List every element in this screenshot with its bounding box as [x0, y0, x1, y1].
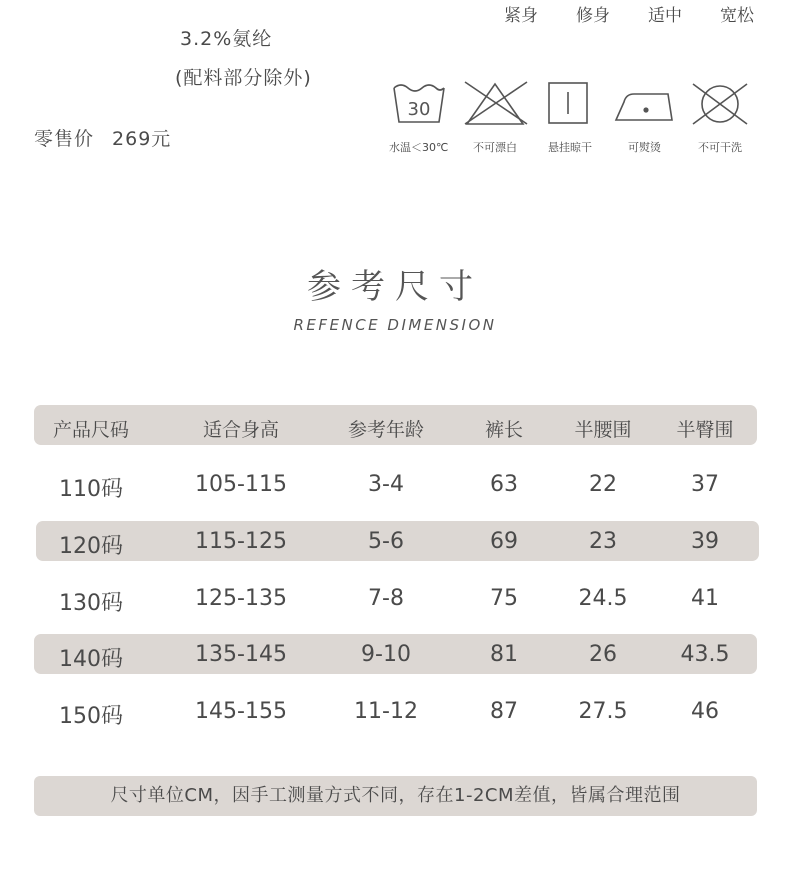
cell-hip: 41	[691, 586, 719, 611]
care-label-dry: 悬挂晾干	[548, 141, 592, 154]
cell-hip: 43.5	[680, 642, 730, 667]
cell-height: 125-135	[195, 586, 287, 611]
price-label: 零售价	[34, 128, 95, 150]
cell-hip: 46	[691, 699, 719, 724]
price-value: 269元	[112, 128, 172, 150]
material-line-elastane: 3.2%氨纶	[180, 28, 273, 50]
measurement-note: 尺寸单位CM，因手工测量方式不同，存在1-2CM差值，皆属合理范围	[34, 776, 757, 816]
cell-size: 120码	[59, 534, 123, 559]
material-line-cropped	[180, 0, 320, 10]
care-label-dryclean: 不可干洗	[698, 141, 742, 154]
cell-length: 63	[490, 472, 518, 497]
cell-length: 75	[490, 586, 518, 611]
cell-size: 130码	[59, 591, 123, 616]
cell-hip: 37	[691, 472, 719, 497]
cell-age: 3-4	[368, 472, 404, 497]
cell-waist: 23	[589, 529, 617, 554]
care-label-wash: 水温＜30℃	[389, 141, 449, 154]
cell-age: 9-10	[361, 642, 411, 667]
header-height: 适合身高	[202, 419, 279, 441]
cell-length: 69	[490, 529, 518, 554]
cell-size: 110码	[59, 477, 123, 502]
cell-height: 135-145	[195, 642, 287, 667]
header-hip: 半臀围	[676, 419, 734, 441]
material-line-note: (配料部分除外)	[175, 67, 312, 89]
cell-length: 81	[490, 642, 518, 667]
section-title: 参考尺寸	[307, 267, 483, 307]
hang-dry-icon	[532, 80, 604, 126]
fit-option-tight: 紧身	[504, 6, 538, 26]
cell-age: 11-12	[354, 699, 418, 724]
cell-height: 115-125	[195, 529, 287, 554]
fit-option-slim: 修身	[576, 6, 610, 26]
care-label-bleach: 不可漂白	[473, 141, 517, 154]
header-length: 裤长	[484, 419, 523, 441]
section-subtitle: REFENCE DIMENSION	[293, 316, 497, 334]
cell-length: 87	[490, 699, 518, 724]
cell-height: 105-115	[195, 472, 287, 497]
cell-height: 145-155	[195, 699, 287, 724]
fit-option-regular: 适中	[648, 6, 682, 26]
cell-size: 140码	[59, 647, 123, 672]
cell-hip: 39	[691, 529, 719, 554]
header-age: 参考年龄	[347, 419, 424, 441]
cell-age: 7-8	[368, 586, 404, 611]
no-dry-clean-icon	[684, 80, 756, 128]
no-bleach-icon	[459, 80, 531, 128]
cell-size: 150码	[59, 704, 123, 729]
header-size: 产品尺码	[52, 419, 129, 441]
wash-30-icon	[383, 80, 455, 126]
cell-waist: 24.5	[578, 586, 628, 611]
care-label-iron: 可熨烫	[628, 141, 661, 154]
cell-waist: 26	[589, 642, 617, 667]
cell-waist: 22	[589, 472, 617, 497]
fit-option-loose: 宽松	[720, 6, 754, 26]
header-waist: 半腰围	[574, 419, 632, 441]
retail-price	[34, 124, 171, 151]
iron-low-icon	[608, 80, 680, 126]
cell-age: 5-6	[368, 529, 404, 554]
svg-text:30: 30	[407, 99, 431, 120]
cell-waist: 27.5	[578, 699, 628, 724]
